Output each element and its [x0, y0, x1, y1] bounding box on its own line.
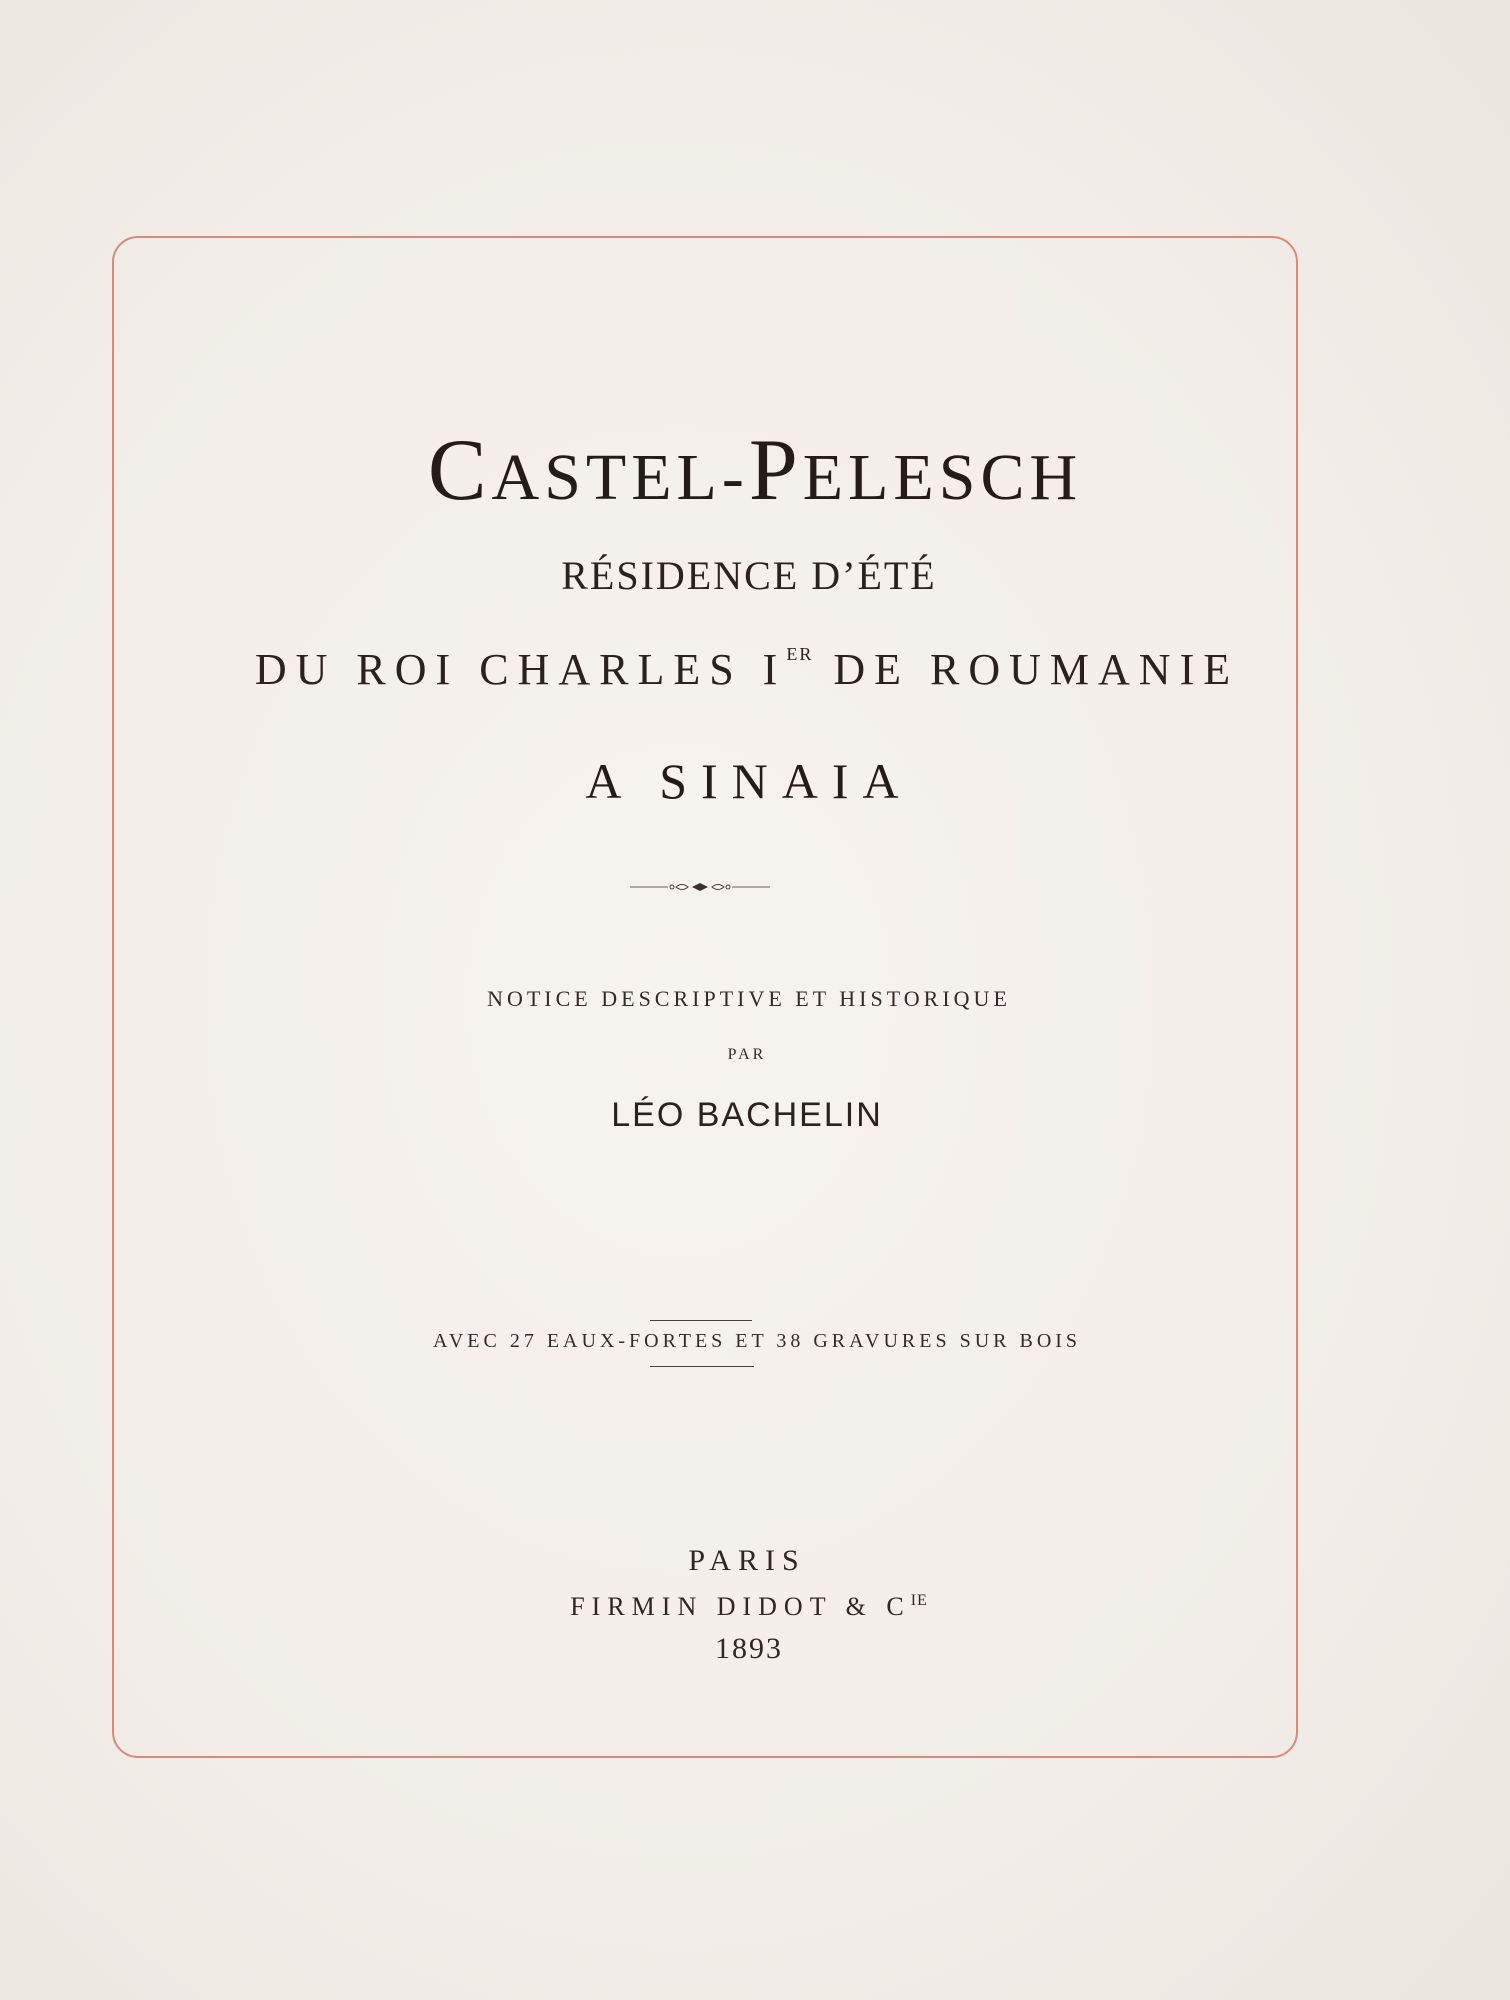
- title-rest-1: ASTEL-: [491, 441, 749, 514]
- title-initial-c: C: [427, 422, 492, 519]
- ornament-divider-icon: [630, 880, 770, 894]
- subtitle-king-after: DE ROUMANIE: [813, 645, 1240, 694]
- illustrations-line: AVEC 27 EAUX-FORTES ET 38 GRAVURES SUR BOIS: [432, 1330, 1082, 1352]
- subtitle-residence: RÉSIDENCE D’ÉTÉ: [561, 553, 937, 598]
- notice-line: NOTICE DESCRIPTIVE ET HISTORIQUE: [487, 986, 1011, 1011]
- title-rest-2: ELESCH: [802, 441, 1083, 514]
- imprint-publisher-superscript: IE: [910, 1592, 928, 1609]
- subtitle-place: A SINAIA: [585, 753, 913, 809]
- imprint-publisher-main: FIRMIN DIDOT & C: [570, 1592, 911, 1621]
- subtitle-king: [0, 644, 1502, 695]
- author-name: LÉO BACHELIN: [611, 1096, 883, 1134]
- title-initial-p: P: [748, 422, 803, 519]
- rule-above-illustrations: [650, 1320, 752, 1321]
- imprint-year: 1893: [715, 1632, 783, 1665]
- subtitle-king-superscript: ER: [786, 644, 814, 664]
- imprint-city: PARIS: [688, 1544, 806, 1577]
- imprint-publisher: [0, 1592, 1504, 1622]
- subtitle-king-before: DU ROI CHARLES I: [254, 645, 787, 694]
- book-title: [0, 420, 1510, 521]
- rule-below-illustrations: [650, 1366, 754, 1367]
- par-line: PAR: [727, 1046, 767, 1063]
